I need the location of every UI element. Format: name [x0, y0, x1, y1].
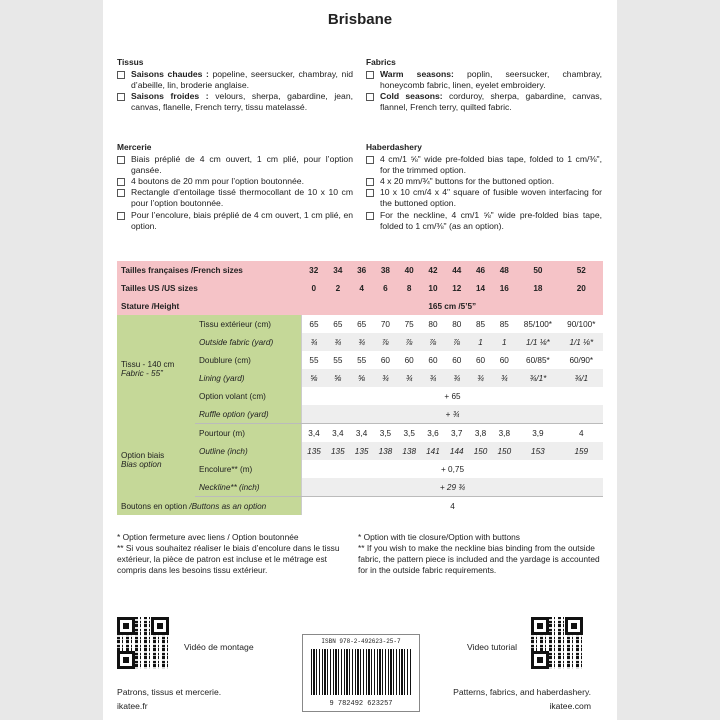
- row-label: Neckline** (inch): [195, 478, 302, 497]
- row-label: Doublure (cm): [195, 351, 302, 369]
- fabrics-section: [366, 57, 602, 113]
- size-cell: 0: [302, 279, 326, 297]
- size-cell: 2: [326, 279, 350, 297]
- value-cell: ⅞: [397, 333, 421, 351]
- qr-code-en-icon[interactable]: [531, 617, 583, 669]
- note: * Option with tie closure/Option with buttons: [358, 532, 520, 542]
- checkbox-icon[interactable]: [366, 189, 374, 197]
- value-cell: 80: [452, 319, 462, 329]
- checkbox-icon[interactable]: [117, 156, 125, 164]
- isbn-text: ISBN 978-2-492623-25-7: [321, 638, 401, 645]
- value-cell: 85/100*: [523, 319, 552, 329]
- value-cell: 1/1 ⅛*: [516, 333, 559, 351]
- row-label: Tissu extérieur (cm): [195, 315, 302, 333]
- size-cell: 36: [350, 261, 374, 279]
- value-cell: 135: [326, 442, 350, 460]
- value-cell: + 0,75: [302, 460, 604, 478]
- value-cell: 150: [469, 442, 493, 460]
- tissus-heading: Tissus: [117, 57, 144, 67]
- value-cell: 138: [374, 442, 398, 460]
- haberdashery-heading: Haberdashery: [366, 142, 422, 152]
- checkbox-icon[interactable]: [366, 156, 374, 164]
- value-cell: ¾: [421, 369, 445, 387]
- size-cell: 16: [492, 279, 516, 297]
- value-cell: ⅝: [350, 369, 374, 387]
- value-cell: 3,5: [379, 428, 392, 438]
- tagline-en: Patterns, fabrics, and haberdashery.: [453, 687, 591, 697]
- us-sizes-label: Tailles US /US sizes: [117, 279, 302, 297]
- value-cell: 65: [302, 315, 326, 333]
- note: ** Si vous souhaitez réaliser le biais d’encolure dans le tissu extérieur, la pièce de patron est incluse et le métrage est compris dans les besoins tissu extérieur.: [117, 543, 340, 575]
- tissus-item-cold: Saisons froides : velours, sherpa, gabardine, jean, canvas, flanelle, French terry, tissu matelassé.: [117, 91, 353, 113]
- checkbox-icon[interactable]: [117, 212, 125, 220]
- value-cell: 55: [302, 351, 326, 369]
- value-cell: 141: [421, 442, 445, 460]
- table-row: [117, 424, 603, 443]
- value-cell: 85: [499, 319, 509, 329]
- value-cell: 3,8: [474, 428, 487, 438]
- value-cell: 135: [302, 442, 326, 460]
- isbn-barcode: [302, 634, 420, 712]
- value-cell: ¾: [469, 369, 493, 387]
- note: ** If you wish to make the neckline bias binding from the outside fabric, the pattern piece is included and the yardage is accounted for in the outside fabric requirements.: [358, 543, 600, 575]
- size-cell: 12: [445, 279, 469, 297]
- value-cell: 3,4: [332, 428, 344, 438]
- value-cell: ⅝: [326, 369, 350, 387]
- value-cell: ¾: [326, 333, 350, 351]
- barcode-number: 9 782492 623257: [329, 700, 393, 708]
- value-cell: ¾/1: [560, 369, 603, 387]
- site-fr-link[interactable]: ikatee.fr: [117, 701, 148, 711]
- fabrics-item-warm: Warm seasons: poplin, seersucker, chambray, honeycomb fabric, linen, eyelet embroidery.: [366, 69, 602, 91]
- mercerie-item: Biais préplié de 4 cm ouvert, 1 cm plié, pour l’option gansée.: [117, 154, 353, 176]
- barcode-icon: [311, 649, 411, 695]
- size-chart-table: [117, 261, 603, 515]
- video-tutorial-en-label: Video tutorial: [467, 642, 518, 652]
- row-label: Outline (inch): [195, 442, 302, 460]
- value-cell: 65: [333, 319, 343, 329]
- qr-code-fr-icon[interactable]: [117, 617, 169, 669]
- value-cell: ¾: [492, 369, 516, 387]
- value-cell: 3,4: [355, 428, 368, 438]
- value-cell: ⅞: [445, 333, 469, 351]
- value-cell: 3,9: [532, 428, 544, 438]
- value-cell: 4: [579, 428, 584, 438]
- row-label: Option volant (cm): [195, 387, 302, 405]
- value-cell: 135: [350, 442, 374, 460]
- value-cell: + ¾: [302, 405, 604, 424]
- value-cell: + 65: [302, 387, 604, 405]
- note: * Option fermeture avec liens / Option boutonnée: [117, 532, 299, 542]
- size-cell: 52: [560, 261, 603, 279]
- mercerie-section: [117, 142, 353, 232]
- haberdashery-item: 10 x 10 cm/4 x 4" square of fusible woven interfacing for the buttoned option.: [366, 187, 602, 209]
- pattern-back-cover: [103, 0, 617, 720]
- size-cell: 32: [302, 261, 326, 279]
- value-cell: 65: [357, 319, 367, 329]
- checkbox-icon[interactable]: [366, 71, 374, 79]
- mercerie-item: Pour l’encolure, biais préplié de 4 cm ouvert, 1 cm plié, en option.: [117, 210, 353, 232]
- value-cell: 3,5: [403, 428, 415, 438]
- checkbox-icon[interactable]: [117, 71, 125, 79]
- haberdashery-item: 4 x 20 mm/¾" buttons for the buttoned option.: [366, 176, 602, 187]
- value-cell: ¾: [445, 369, 469, 387]
- checkbox-icon[interactable]: [117, 189, 125, 197]
- size-cell: 46: [469, 261, 493, 279]
- value-cell: + 29 ¾: [302, 478, 604, 497]
- value-cell: 60: [404, 355, 414, 365]
- value-cell: 1: [469, 333, 493, 351]
- row-label: Outside fabric (yard): [195, 333, 302, 351]
- size-cell: 48: [492, 261, 516, 279]
- value-cell: 60: [452, 355, 462, 365]
- value-cell: 3,8: [498, 428, 510, 438]
- value-cell: ¾: [397, 369, 421, 387]
- value-cell: 55: [333, 355, 343, 365]
- value-cell: ⅝: [302, 369, 326, 387]
- notes-fr: [117, 532, 357, 576]
- value-cell: ¾: [302, 333, 326, 351]
- size-cell: 4: [350, 279, 374, 297]
- value-cell: 159: [560, 442, 603, 460]
- size-cell: 10: [421, 279, 445, 297]
- stature-label: Stature /Height: [117, 297, 302, 315]
- value-cell: 85: [475, 319, 486, 329]
- value-cell: 55: [357, 355, 367, 365]
- pattern-title: Brisbane: [327, 11, 393, 28]
- site-en-link[interactable]: ikatee.com: [549, 701, 591, 711]
- tagline-fr: Patrons, tissus et mercerie.: [117, 687, 222, 697]
- value-cell: 60/85*: [526, 355, 550, 365]
- value-cell: ¾: [350, 333, 374, 351]
- value-cell: 150: [492, 442, 516, 460]
- table-row-buttons: [117, 497, 603, 516]
- haberdashery-item: 4 cm/1 ⅝" wide pre-folded bias tape, folded to 1 cm/⅜", for the trimmed option.: [366, 154, 602, 176]
- value-cell: ¾/1*: [516, 369, 559, 387]
- size-cell: 42: [421, 261, 445, 279]
- table-row-us-sizes: [117, 279, 603, 297]
- value-cell: ¾: [374, 369, 398, 387]
- size-cell: 8: [397, 279, 421, 297]
- haberdashery-section: [366, 142, 602, 232]
- value-cell: 60/90*: [569, 355, 594, 365]
- value-cell: 60: [475, 355, 486, 365]
- value-cell: 70: [380, 319, 390, 329]
- value-cell: 138: [397, 442, 421, 460]
- value-cell: 3,7: [451, 428, 463, 438]
- notes-en: [358, 532, 606, 576]
- size-cell: 14: [469, 279, 493, 297]
- size-cell: 34: [326, 261, 350, 279]
- mercerie-item: 4 boutons de 20 mm pour l’option boutonnée.: [117, 176, 353, 187]
- value-cell: 60: [499, 355, 509, 365]
- stature-value: 165 cm /5’5”: [302, 297, 604, 315]
- checkbox-icon[interactable]: [366, 178, 374, 186]
- size-cell: 44: [445, 261, 469, 279]
- row-label: Pourtour (m): [195, 424, 302, 443]
- value-cell: ⅞: [374, 333, 398, 351]
- value-cell: 1/1 ⅛*: [560, 333, 603, 351]
- fabrics-heading: Fabrics: [366, 57, 396, 67]
- tissus-section: [117, 57, 353, 113]
- value-cell: 144: [445, 442, 469, 460]
- mercerie-heading: Mercerie: [117, 142, 152, 152]
- row-label: Ruffle option (yard): [195, 405, 302, 424]
- size-cell: 40: [397, 261, 421, 279]
- value-cell: 3,4: [302, 424, 326, 443]
- checkbox-icon[interactable]: [117, 178, 125, 186]
- value-cell: 75: [404, 319, 414, 329]
- checkbox-icon[interactable]: [117, 93, 125, 101]
- fr-sizes-label: Tailles françaises /French sizes: [117, 261, 302, 279]
- row-label: Lining (yard): [195, 369, 302, 387]
- haberdashery-item: For the neckline, 4 cm/1 ⅝" wide pre-folded bias tape, folded to 1 cm/⅜" (as an option).: [366, 210, 602, 232]
- size-cell: 38: [374, 261, 398, 279]
- mercerie-item: Rectangle d’entoilage tissé thermocollant de 10 x 10 cm pour l’option boutonnée.: [117, 187, 353, 209]
- video-tutorial-fr-label: Vidéo de montage: [184, 642, 254, 652]
- checkbox-icon[interactable]: [366, 93, 374, 101]
- size-cell: 6: [374, 279, 398, 297]
- value-cell: 60: [428, 355, 438, 365]
- value-cell: 1: [492, 333, 516, 351]
- value-cell: 153: [516, 442, 559, 460]
- size-cell: 50: [516, 261, 559, 279]
- bias-group-label: Option biais Bias option: [117, 424, 195, 497]
- size-cell: 18: [516, 279, 559, 297]
- value-cell: 60: [380, 355, 390, 365]
- checkbox-icon[interactable]: [366, 212, 374, 220]
- fabrics-item-cold: Cold seasons: corduroy, sherpa, gabardine, canvas, flannel, French terry, quilted fabric.: [366, 91, 602, 113]
- size-cell: 20: [560, 279, 603, 297]
- buttons-label: Boutons en option /Buttons as an option: [117, 497, 302, 516]
- value-cell: 4: [302, 497, 604, 516]
- value-cell: 3,6: [427, 428, 439, 438]
- value-cell: ⅞: [421, 333, 445, 351]
- table-row-stature: [117, 297, 603, 315]
- value-cell: 80: [428, 319, 438, 329]
- table-row-fr-sizes: [117, 261, 603, 279]
- value-cell: 90/100*: [567, 319, 596, 329]
- tissus-item-warm: Saisons chaudes : popeline, seersucker, chambray, nid d’abeille, lin, broderie anglaise.: [117, 69, 353, 91]
- row-label: Encolure** (m): [195, 460, 302, 478]
- table-row: [117, 315, 603, 333]
- fabric-group-label: Tissu - 140 cm Fabric - 55”: [117, 315, 195, 424]
